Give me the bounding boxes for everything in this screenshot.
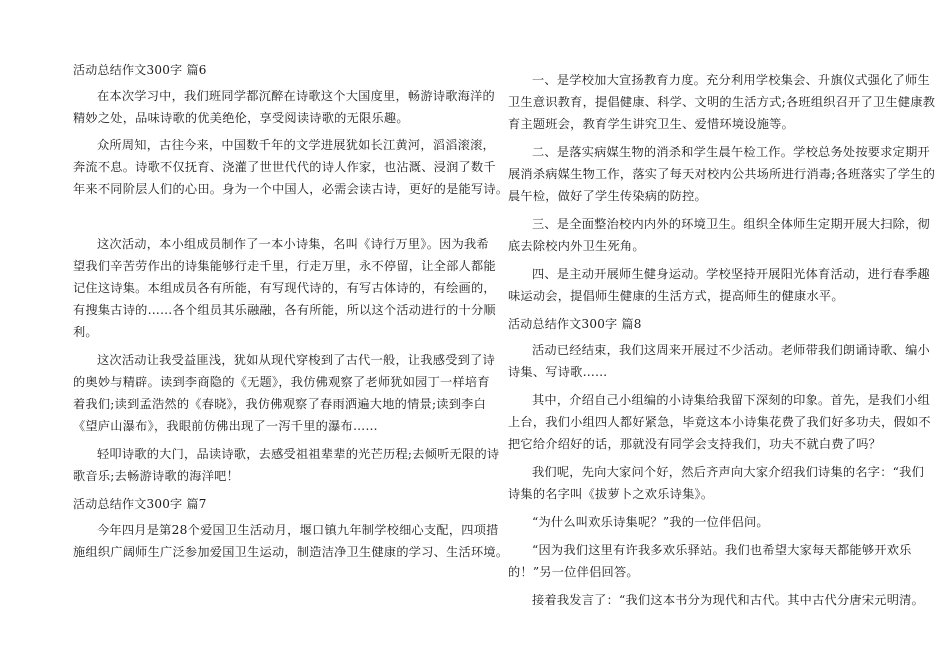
text-line: 望我们辛苦劳作出的诗集能够行走千里，行走万里，永不停留，让全部人都能 [73, 259, 496, 273]
section-heading-8: 活动总结作文300字 篇8 [508, 317, 642, 331]
text-line: 奔流不息。诗歌不仅抚育、浇灌了世世代代的诗人作家，也沾溉、浸润了数千 [73, 160, 496, 174]
text-line: 底去除校内外卫生死角。 [508, 239, 645, 253]
section-heading-7: 活动总结作文300字 篇7 [73, 497, 207, 511]
text-line: 的！”另一位伴侣回答。 [508, 565, 639, 579]
text-line: 三、是全面整治校内内外的环境卫生。组织全体师生定期开展大扫除，彻 [532, 217, 930, 231]
text-line: 年来不同阶层人们的心田。身为一个中国人，必需会读古诗，更好的是能写诗。 [73, 182, 509, 196]
text-line: 诗集的名字叫《拔萝卜之欢乐诗集》。 [508, 487, 714, 501]
text-line: 上台，我们小组四人都好紧急，毕竟这本小诗集花费了我们好多功夫，假如不 [508, 415, 931, 429]
text-line: 施组织广阔师生广泛参加爱国卫生运动，制造洁净卫生健康的学习、生活环境。 [73, 545, 509, 559]
text-line: 这次活动让我受益匪浅，犹如从现代穿梭到了古代一般，让我感受到了诗 [97, 353, 495, 367]
text-line: 晨午检，做好了学生传染病的防控。 [508, 189, 707, 203]
text-line: 味运动会，提倡师生健康的生活方式，提高师生的健康水平。 [508, 289, 844, 303]
text-line: 众所周知，古往今来，中国数千年的文学进展犹如长江黄河，滔滔滚滚， [97, 138, 495, 152]
text-line: 展消杀病媒生物工作，落实了每天对校内公共场所进行消毒;各班落实了学生的 [508, 167, 936, 181]
text-line: 这次活动，本小组成员制作了一本小诗集，名叫《诗行万里》。因为我希 [97, 237, 489, 251]
text-line: 育主题班会，教育学生讲究卫生、爱惜环境设施等。 [508, 117, 795, 131]
text-line: 活动已经结束，我们这周来开展过不少活动。老师带我们朗诵诗歌、编小 [532, 343, 930, 357]
section-heading-6: 活动总结作文300字 篇6 [73, 63, 207, 77]
text-line: 《望庐山瀑布》，我眼前仿佛出现了一泻千里的瀑布…… [73, 419, 378, 433]
text-line: 卫生意识教育，提倡健康、科学、文明的生活方式;各班组织召开了卫生健康教 [508, 95, 936, 109]
text-line: “为什么叫欢乐诗集呢？”我的一位伴侣问。 [532, 515, 769, 529]
text-line: “因为我们这里有许我多欢乐驿站。我们也希望大家每天都能够开欢乐 [532, 543, 912, 557]
text-line: 的奥妙与精辟。读到李商隐的《无题》，我仿佛观察了老师犹如园丁一样培育 [73, 375, 490, 389]
text-line: 接着我发言了：“我们这本书分为现代和古代。其中古代分唐宋元明清。 [532, 593, 925, 607]
text-line: 今年四月是第28个爱国卫生活动月，堰口镇九年制学校细心支配，四项措 [97, 523, 499, 537]
text-line: 在本次学习中，我们班同学都沉醉在诗歌这个大国度里，畅游诗歌海洋的 [97, 89, 495, 103]
text-line: 我们呢，先向大家问个好，然后齐声向大家介绍我们诗集的名字：“我们 [532, 465, 925, 479]
text-line: 着我们;读到孟浩然的《春晓》，我仿佛观察了春雨洒遍大地的情景;读到李白 [73, 397, 487, 411]
text-line: 精妙之处，品味诗歌的优美绝伦，享受阅读诗歌的无限乐趣。 [73, 111, 409, 125]
text-line: 记住这诗集。本组成员各有所能，有写现代诗的，有写古体诗的，有绘画的， [73, 281, 496, 295]
text-line: 把它给介绍好的话，那就没有同学会支持我们，功夫不就白费了吗？ [508, 437, 882, 451]
text-line: 歌音乐;去畅游诗歌的海洋吧！ [73, 469, 240, 483]
text-line: 一、是学校加大宣扬教育力度。充分利用学校集会、升旗仪式强化了师生 [532, 73, 930, 87]
text-line: 轻叩诗歌的大门，品读诗歌，去感受祖祖辈辈的光芒历程;去倾听无限的诗 [97, 447, 500, 461]
text-line: 其中，介绍自己小组编的小诗集给我留下深刻的印象。首先，是我们小组 [532, 393, 930, 407]
text-line: 诗集、写诗歌…… [508, 365, 608, 379]
text-line: 有搜集古诗的……各个组员其乐融融，各有所能，所以这个活动进行的十分顺 [73, 303, 496, 317]
text-line: 四、是主动开展师生健身运动。学校坚持开展阳光体育活动，进行春季趣 [532, 267, 930, 281]
text-line: 利。 [73, 325, 98, 339]
text-line: 二、是落实病媒生物的消杀和学生晨午检工作。学校总务处按要求定期开 [532, 145, 930, 159]
